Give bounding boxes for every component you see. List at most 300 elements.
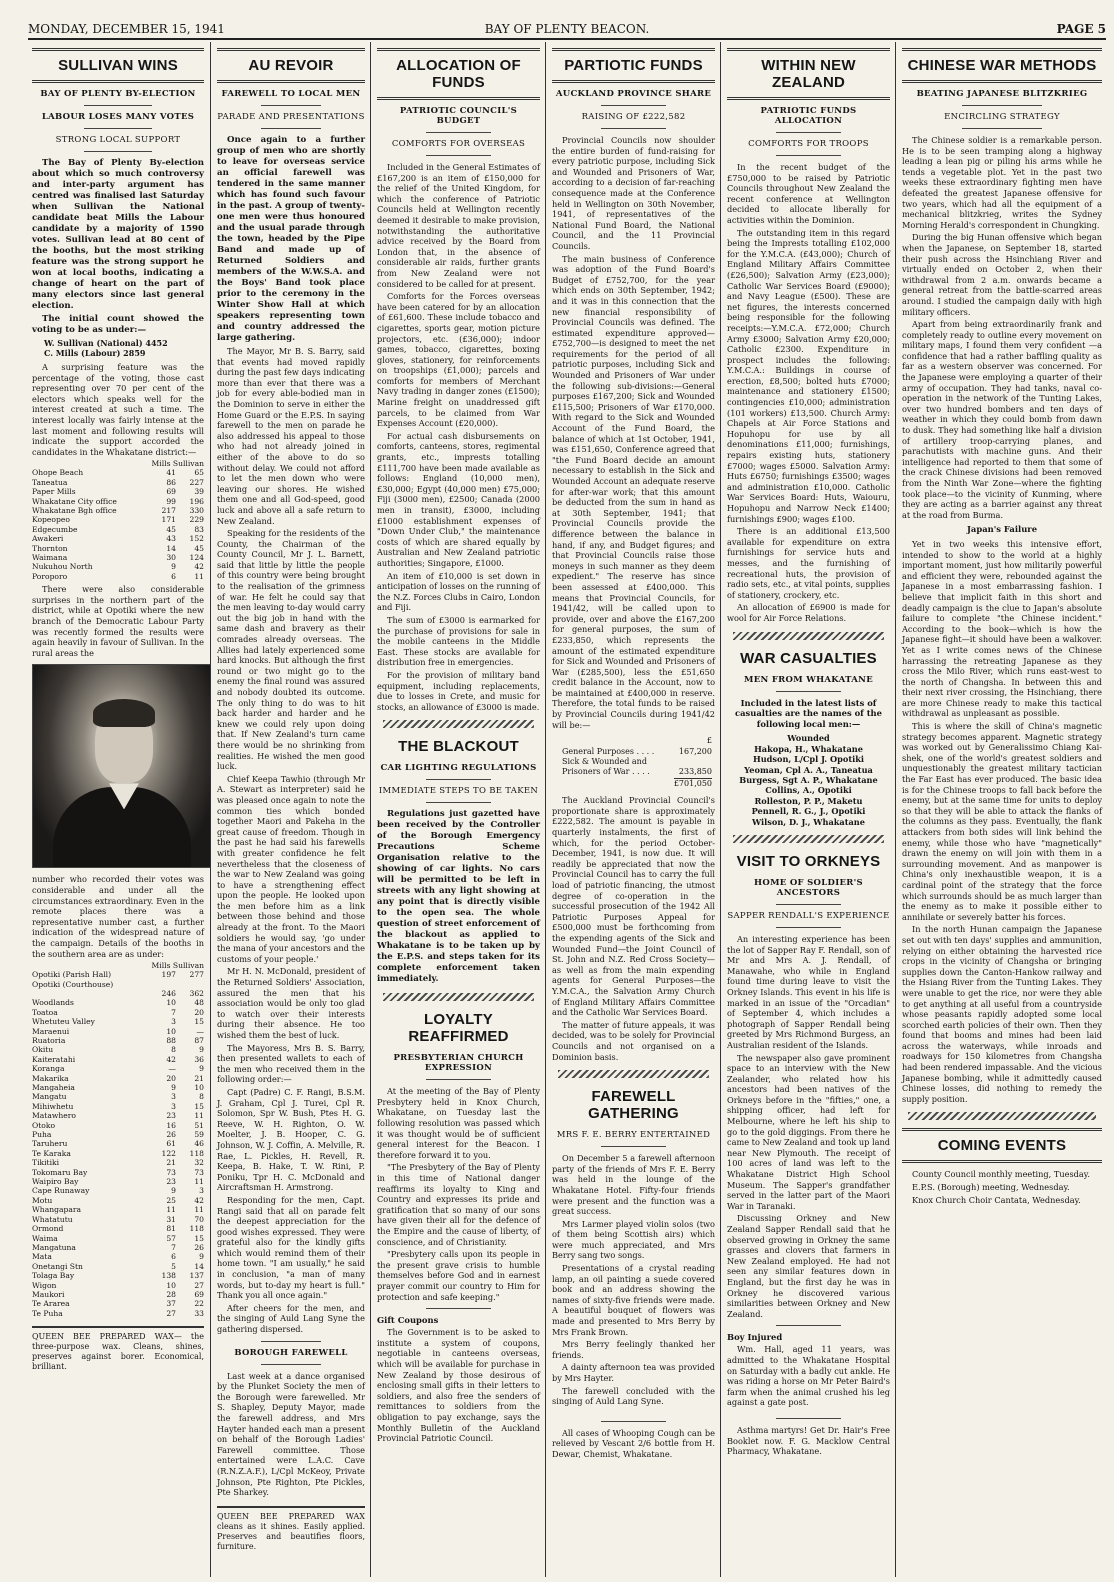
- booth-name: [32, 989, 148, 998]
- subhead: PRESBYTERIAN CHURCH EXPRESSION: [393, 1053, 524, 1074]
- column-within-new-zealand: [720, 42, 896, 1577]
- article-text: The sum of £3000 is earmarked for the purchase of provisions for sale in the mobile canteens in the Middle East. These stocks are available for distribution free in emergencies.: [377, 614, 540, 668]
- article-text: The Mayoress, Mrs B. S. Barry, then presented wallets to each of the men who received them in the following order:—: [217, 1042, 365, 1085]
- booth-name: Opotiki (Courthouse): [32, 979, 114, 989]
- divider: [776, 155, 841, 156]
- divider: [426, 779, 491, 780]
- results-row: [32, 1111, 204, 1120]
- article-text: The initial count showed the voting to be as under:—: [32, 314, 204, 335]
- article-text: Apart from being extraordinarily frank and completely ready to outline every movement on military maps, I found them very confident —a confidence that had a rather baffling quality as far as a western observer was concerned. For the Japanese were employing a quarter of their army of occupation. They had tanks, naval co-operation in the network of the Tunting Lakes, over two hundred bombers and ten days of weather in which they could bomb from dawn to dusk. They had something like half a division of artillery troop-carrying planes, and parachutists with machine guns. And their intelligence had reported to them that some of the crack Chinese divisions had been removed from the Ninth War Zone—where the fighting took place—to the vicinity of Kunming, where they are acting as a barrier against any threat at the road from Burma.: [902, 319, 1102, 520]
- subhead: IMMEDIATE STEPS TO BE TAKEN: [378, 786, 539, 797]
- article-text: At the meeting of the Bay of Plenty Presbytery held in Knox Church, Whakatane, on Tuesday last the following resolution was passed which it was thought would be of sufficient general interest for the Beacon. I therefore forward it to you.: [377, 1086, 540, 1160]
- sullivan-votes: 196: [189, 496, 204, 506]
- booth-name: Waimana: [32, 553, 68, 562]
- subhead: PATRIOTIC COUNCIL'S BUDGET: [399, 106, 518, 126]
- booth-name: Mihiwhetu: [32, 1101, 74, 1111]
- headline-war-casualties: WAR CASUALTIES: [740, 649, 877, 667]
- results-row: [32, 1092, 204, 1101]
- results-row: [32, 1027, 204, 1036]
- mills-votes: 10: [166, 1026, 176, 1036]
- booth-name: Taruheru: [32, 1139, 68, 1149]
- subhead: ENCIRCLING STRATEGY: [944, 112, 1060, 122]
- divider: [84, 151, 153, 152]
- booth-name: Poroporo: [32, 571, 68, 581]
- article-text: On December 5 a farewell afternoon party of the friends of Mrs F. E. Berry was held in the lounge of the Whakatane Hotel. Fifty-four friends were present and the function was a great success.: [552, 1153, 715, 1217]
- booth-name: Onetangi Stn: [32, 1261, 83, 1271]
- divider: [601, 1146, 666, 1147]
- mills-votes: 37: [166, 1299, 176, 1309]
- mills-votes: 138: [161, 1271, 176, 1281]
- sullivan-votes: 9: [199, 1064, 204, 1074]
- mills-votes: 25: [166, 1195, 176, 1205]
- results-row: [32, 525, 204, 534]
- divider: [601, 128, 666, 129]
- results-row: [32, 1299, 204, 1308]
- sullivan-votes: 83: [194, 524, 204, 534]
- booth-name: Whetuteu Valley: [32, 1017, 95, 1027]
- results-row: [32, 998, 204, 1007]
- results-row: [32, 1149, 204, 1158]
- results-row: [32, 1309, 204, 1318]
- booth-name: Paper Mills: [32, 487, 76, 497]
- divider: [426, 155, 491, 156]
- mills-votes: 3: [171, 1017, 176, 1027]
- booth-name: Otoko: [32, 1120, 56, 1130]
- mills-votes: 31: [166, 1214, 176, 1224]
- booth-name: Whangapara: [32, 1205, 82, 1215]
- results-row: [32, 478, 204, 487]
- casualty-name: Collins, A., Opotiki: [765, 785, 852, 796]
- article-text: Discussing Orkney and New Zealand Sapper Rendall said that he observed growing in Orkney the same grasses and clovers that farmers in New Zealand employed. He had not seen any similar features down in England, but the first day he was in Orkney he discovered various similarities between Orkney and New Zealand.: [727, 1213, 890, 1319]
- divider: [962, 128, 1042, 129]
- divider: [261, 1364, 320, 1365]
- casualty-name: Rolleston, P. P., Maketu: [754, 795, 863, 806]
- booth-name: Toatoa: [32, 1007, 58, 1017]
- sullivan-votes: 51: [194, 1120, 204, 1130]
- sullivan-votes: 21: [194, 1073, 204, 1083]
- booth-name: Thornton: [32, 543, 68, 553]
- advertisement: QUEEN BEE PREPARED WAX cleans as it shines. Easily applied. Preserves and beautifies floors, furniture.: [217, 1506, 365, 1552]
- article-text: An interesting experience has been the lot of Sapper Ray F. Rendall, son of Mr and Mrs A. J. Rendall, of Manawahe, who while in England found time during leave to visit the Orkney Islands. This event in his life is marked in an issue of the "Orcadian" of September 4, which includes a photograph of Sapper Rendall being greeted by Mrs Richmond Burgess, an Australian resident of the Islands.: [727, 933, 890, 1050]
- headline-sullivan-wins: SULLIVAN WINS: [32, 48, 204, 83]
- headline-chinese-war-methods: CHINESE WAR METHODS: [902, 48, 1102, 83]
- casualty-name: Pennell, R. G., J., Opotiki: [751, 806, 866, 817]
- divider: [426, 802, 491, 803]
- article-text: Mrs Larmer played violin solos (two of them being Scottish airs) which were much appreciated, and Mrs Berry sang two songs.: [552, 1218, 715, 1261]
- mills-votes: 81: [166, 1224, 176, 1234]
- vote-total-sullivan: W. Sullivan (National) 4452: [44, 338, 168, 348]
- divider: [776, 927, 841, 928]
- mills-votes: 10: [166, 998, 176, 1008]
- results-row: [32, 1008, 204, 1017]
- booth-name: Edgecumbe: [32, 524, 78, 534]
- page-number: PAGE 5: [1056, 22, 1106, 36]
- results-row: [32, 1243, 204, 1252]
- booth-name: Opotiki (Parish Hall): [32, 970, 112, 980]
- events-list: [902, 1169, 1102, 1205]
- sullivan-votes: 3: [199, 1186, 204, 1196]
- mills-votes: 7: [171, 1242, 176, 1252]
- masthead: [28, 24, 1106, 40]
- subhead: STRONG LOCAL SUPPORT: [55, 135, 181, 145]
- results-row: [32, 1083, 204, 1092]
- sullivan-votes: 15: [194, 1101, 204, 1111]
- column-au-revoir: [210, 42, 371, 1577]
- booth-name: Te Puha: [32, 1308, 63, 1318]
- results-row: [32, 1224, 204, 1233]
- mills-votes: 7: [171, 1007, 176, 1017]
- sullivan-votes: 33: [194, 1308, 204, 1318]
- booth-name: Tikitiki: [32, 1158, 60, 1168]
- sullivan-votes: 46: [194, 1139, 204, 1149]
- article-text: Yet in two weeks this intensive effort, intended to show to the world at a highly important moment, just how militarily powerful and efficient they were, rebounded against the Japanese in a most embarrassing fashion. I believe that implicit faith in this short and deadly campaign is the clue to Japan's absolute failure to complete "the Chinese incident." According to the book—which is how the Japanese fight—it should have been a walkover. Yet as I write comes news of the Chinese harrassing the retreating Japanese as they cross the Milo River, which runs east-west to the north of Changsha. In between this and their next river crossing, the Hsinchiang, there are more Chinese ready to make this tactical withdrawal as unpleasant as possible.: [902, 538, 1102, 719]
- sullivan-votes: 362: [189, 988, 204, 998]
- results-row: [32, 515, 204, 524]
- article-text: There were also considerable surprises in the northern part of the district, while at Opotiki where the new branch of the Democratic Labour Party was recently formed the results were again heavily in favour of Sullivan. In the rural areas the: [32, 584, 204, 658]
- results-row: [32, 506, 204, 515]
- booth-name: Kopeopeo: [32, 515, 70, 525]
- sullivan-votes: 118: [189, 1224, 204, 1234]
- mills-votes: 6: [171, 571, 176, 581]
- booth-name: Awakeri: [32, 534, 64, 544]
- article-text: "Presbytery calls upon its people in the present grave crisis to humble themselves before God and in earnest prayer commit our country to Him for protection and safe keeping.": [377, 1249, 540, 1302]
- article-text: The matter of future appeals, it was decided, was to be solely for Provincial Councils and not organised on a Dominion basis.: [552, 1019, 715, 1062]
- mills-votes: 43: [166, 534, 176, 544]
- sullivan-votes: 10: [194, 1083, 204, 1092]
- column-allocation-of-funds: [370, 42, 546, 1577]
- results-row: [32, 980, 204, 989]
- results-row: [32, 1281, 204, 1290]
- funds-table: [562, 736, 715, 789]
- article-text: The main business of Conference was adoption of the Fund Board's Budget of £752,700, for the year which ends on 30th September, 1942; and it was in this connection that the new financial responsibility of Provincial Councils was defined. The estimated expenditure approved—£752,700—is designed to meet the net requirements for the period of all patriotic purposes, including Sick and Wounded and Prisoners of War under the following sub-divisions:—General purposes £167,200; Sick and Wounded £115,500; Prisoners of War £170,000. With regard to the Sick and Wounded Account of the Fund Board, the balance of which at 1st October, 1941, was £151,650, Conference agreed that "the Fund Board decide an amount necessary to establish in the Sick and Wounded Account an adequate reserve for after-war work; that this amount be deducted from the sum in hand as at 30th September, 1941; that Provincial Councils provide the difference between the balance in hand, if any, and Budget figures; and that Provincial Councils raise those moneys in such manner as they deem expedient." The reserve has since been assessed at £400,000. This means that Provincial Councils, for 1941/42, will be called upon to provide, over and above the £167,200 for general purposes, the sum of £233,850, which represents the amount of the estimated expenditure for Sick and Wounded and Prisoners of War (£285,500), less the £51,650 credit balance in the Account, now to be maintained at £400,000 in reserve. Therefore, the total funds to be raised by Provincial Councils during 1941/42 will be:—: [552, 253, 715, 730]
- booth-name: Maukori: [32, 1289, 65, 1299]
- fund-label: Sick & Wounded and: [562, 757, 647, 767]
- sullivan-votes: 11: [194, 1111, 204, 1121]
- sullivan-votes: 11: [194, 1177, 204, 1187]
- article-text: Included in the General Estimates of £167,200 is an item of £150,000 for the relief of the United Kingdom, for which the conference of Patriotic Councils held at Wellington recently deemed it desirable to make provision, notwithstanding the authoritative advice received by the Board from London that, in the absence of considerable air raids, further grants from New Zealand were not considered to be called for at present.: [377, 162, 540, 289]
- article-text: Chief Keepa Tawhio (through Mr A. Stewart as interpreter) said he was pleased once again to note the common ties which bonded together Maori and Pakeha in the great cause of freedom. Though in the past he had said his farewells with greater confidence he felt nevertheless that the closeness of the war to New Zealand was going to have a strengthening effect upon the people. He looked upon the men before him as a link between those behind and those already at the front. To the Maori soldiers he would say, 'go under the mana of your ancestors and the customs of your people.': [217, 773, 365, 964]
- section-head: Gift Coupons: [377, 1315, 439, 1326]
- sullivan-votes: 15: [194, 1233, 204, 1243]
- casualty-category: Wounded: [787, 733, 830, 744]
- booth-name: Maraenui: [32, 1026, 70, 1036]
- article-text: In the north Hunan campaign the Japanese set out with ten days' supplies and ammunition, relying on either obtaining the harvested rice crops in the vicinity of Changsha or bringing supplies down the Canton-Hankow railway and the Hsiang River from the Tunting Lakes. They were unable to get the rice, nor were they able to get anything at all useful from a countryside whose peasants rapidly adopted some local scorched earth policies of their own. Then they found that booms and mines had been laid across the waterways, while inroads and roadways for 150 kilometres from Changsha had been rendered impassable. And the vicious Japanese bombing, while it admittedly caused Chinese losses, did nothing to remedy the supply position.: [902, 924, 1102, 1104]
- booth-name: Ormond: [32, 1224, 64, 1234]
- funds-total: £701,050: [673, 778, 712, 788]
- sullivan-votes: 32: [194, 1158, 204, 1168]
- divider: [426, 1308, 491, 1309]
- column-sullivan-wins: [26, 42, 210, 1577]
- booth-name: Ohope Beach: [32, 468, 84, 478]
- divider: [776, 691, 841, 692]
- results-row: [32, 1017, 204, 1026]
- advertisement: All cases of Whooping Cough can be relieved by Vescant 2/6 bottle from H. Dewar, Chemist, Whakatane.: [552, 1427, 715, 1459]
- article-text: A surprising feature was the percentage of the voting, those cast representing over 70 per cent of the electors which speaks well for the interest created at such a time. The interest locally was fairly intense at the last moment and following results will indicate the support accorded the candidates in the Whakatane district:—: [32, 362, 204, 457]
- booth-name: Nukuhou North: [32, 562, 93, 572]
- event-item: E.P.S. (Borough) meeting, Wednesday.: [912, 1182, 1070, 1193]
- mills-votes: 197: [161, 970, 176, 980]
- mills-votes: 11: [166, 1205, 176, 1215]
- mills-votes: 3: [171, 1092, 176, 1102]
- mills-votes: 61: [166, 1139, 176, 1149]
- sullivan-votes: 8: [199, 1092, 204, 1102]
- subhead: BAY OF PLENTY BY-ELECTION: [40, 89, 196, 99]
- mills-votes: 88: [166, 1035, 176, 1045]
- results-table-south: [32, 970, 204, 1318]
- booth-name: Waima: [32, 1233, 58, 1243]
- article-text: number who recorded their votes was considerable and under all the circumstances extraordinary. Even in the remote places there was a representative number cast, a further indication of the widespread nature of the campaign. Details of the booths in the southern area are as under:: [32, 874, 204, 959]
- sullivan-votes: 15: [194, 1017, 204, 1027]
- subhead: CAR LIGHTING REGULATIONS: [380, 763, 537, 774]
- advertisement: QUEEN BEE PREPARED WAX— the three-purpose wax. Cleans, shines, preserves against borer. Economical, brilliant.: [32, 1326, 204, 1372]
- sullivan-votes: 48: [194, 998, 204, 1008]
- booth-name: Te Karaka: [32, 1148, 71, 1158]
- mills-votes: 9: [171, 1083, 176, 1092]
- results-row: [32, 970, 204, 979]
- subhead: PATRIOTIC FUNDS ALLOCATION: [760, 106, 857, 126]
- article-lead: Once again to a further group of men who are shortly to leave for overseas service an official farewell was tendered in the same manner which has found such favour in the past. A group of twenty-one men were thus honoured and the usual parade through the town, headed by the Pipe Band and made up of Returned Soldiers and members of the W.W.S.A. and the Boys' Band took place prior to the ceremony in the Winter Show Hall at which speakers representing town and country addressed the large gathering.: [217, 135, 365, 343]
- funds-row: [562, 767, 712, 777]
- mills-votes: 20: [166, 1073, 176, 1083]
- booth-name: Whakatane Bgh office: [32, 505, 117, 515]
- results-row: [32, 1168, 204, 1177]
- ornamental-divider: [383, 993, 534, 1001]
- sullivan-votes: 59: [194, 1130, 204, 1140]
- divider: [601, 1421, 666, 1422]
- divider: [426, 132, 491, 133]
- sullivan-votes: 277: [189, 970, 204, 980]
- mills-votes: [148, 980, 176, 989]
- article-text: Mr H. N. McDonald, president of the Returned Soldiers' Association, assured the men that his association would be only too glad to watch over their interests during their absence. He too wished them the best of luck.: [217, 966, 365, 1040]
- booth-name: Whakatane City office: [32, 496, 117, 506]
- sullivan-votes: [176, 980, 204, 989]
- divider: [601, 105, 666, 106]
- subhead: COMFORTS FOR OVERSEAS: [391, 139, 526, 149]
- results-row: [32, 1262, 204, 1271]
- divider: [776, 904, 841, 905]
- results-row: [32, 562, 204, 571]
- results-row: [32, 1186, 204, 1195]
- mills-votes: 21: [166, 1158, 176, 1168]
- column-partiotic-funds: [545, 42, 721, 1577]
- results-row: [32, 1196, 204, 1205]
- subhead: AUCKLAND PROVINCE SHARE: [555, 89, 712, 99]
- headline-loyalty-reaffirmed: LOYALTY REAFFIRMED: [408, 1011, 509, 1046]
- divider: [261, 128, 320, 129]
- sullivan-votes: 152: [189, 534, 204, 544]
- results-row: [32, 497, 204, 506]
- booth-name: Mangaheia: [32, 1083, 75, 1092]
- booth-name: Waipiro Bay: [32, 1177, 79, 1187]
- mills-votes: 14: [166, 543, 176, 553]
- paper-name: BAY OF PLENTY BEACON.: [484, 22, 650, 36]
- mills-votes: 30: [166, 553, 176, 562]
- booth-name: Cape Runaway: [32, 1186, 90, 1196]
- sullivan-votes: —: [196, 1026, 204, 1036]
- sullivan-votes: 70: [194, 1214, 204, 1224]
- mills-votes: 8: [171, 1045, 176, 1055]
- mills-votes: 99: [166, 496, 176, 506]
- article-text: Wm. Hall, aged 11 years, was admitted to the Whakatane Hospital on Saturday with a badly cut ankle. He was riding a horse on Mr Peter Baird's farm when the animal crushed his leg against a gate post.: [727, 1344, 890, 1408]
- sullivan-votes: 22: [194, 1299, 204, 1309]
- advertisement: Asthma martyrs! Get Dr. Hair's Free Booklet now. F. G. Macklow Central Pharmacy, Whakatane.: [727, 1424, 890, 1457]
- booth-name: Motu: [32, 1195, 53, 1205]
- results-row: [32, 1215, 204, 1224]
- sullivan-votes: 87: [194, 1035, 204, 1045]
- casualty-list: [727, 744, 890, 827]
- divider: [261, 1341, 320, 1342]
- results-table-north: [32, 468, 204, 581]
- ornamental-divider: [383, 720, 534, 728]
- article-text: The Auckland Provincial Council's proportionate share is approximately £222,582. The amount is payable in quarterly instalments, the first of which, for the period October-December, 1941, is now due. It will readily be appreciated that now the Provincial Council has to carry the full load of patriotic financing, the utmost degree of co-operation in the successful prosecution of the 1942 All Patriotic Purposes Appeal for £500,000 must be forthcoming from the expending agents of the Sick and Wounded Fund—the Joint Council of St. John and N.Z. Red Cross Society—as well as from the main expending agents for General Purposes—the Y.M.C.A., the Salvation Army Church of England Military Affairs Committee and the Catholic War Services Board.: [552, 795, 715, 1018]
- mills-votes: 42: [166, 1054, 176, 1064]
- mills-votes: 73: [166, 1167, 176, 1177]
- sullivan-votes: 73: [194, 1167, 204, 1177]
- sullivan-votes: 229: [189, 515, 204, 525]
- divider: [84, 128, 153, 129]
- mills-votes: —: [168, 1064, 176, 1074]
- results-row: [32, 1130, 204, 1139]
- article-text: An item of £10,000 is set down in anticipation of losses on the running of the N.Z. Forces Clubs in Cairo, London and Fiji.: [377, 570, 540, 613]
- fund-amount: 167,200: [678, 746, 712, 756]
- article-lead: Included in the latest lists of casualties are the names of the following local men:—: [735, 697, 882, 729]
- sullivan-votes: 27: [194, 1280, 204, 1290]
- subhead: FAREWELL TO LOCAL MEN: [221, 89, 361, 99]
- mills-votes: 45: [166, 524, 176, 534]
- results-row: [32, 544, 204, 553]
- currency-unit: £: [706, 736, 712, 746]
- results-row: [32, 1271, 204, 1280]
- divider: [261, 105, 320, 106]
- sullivan-votes: 20: [194, 1007, 204, 1017]
- fund-amount: 233,850: [678, 767, 712, 777]
- article-lead: Regulations just gazetted have been received by the Controller of the Borough Emergency Precautions Scheme Organisation relative to the showing of car lights. No cars will be permitted to be left in streets with any light showing at any point that is directly visible to the open sea. The whole question of street enforcement of the blackout as applied to Whakatane is to be taken up by the E.P.S. and steps taken for its complete enforcement taken immediately.: [377, 809, 540, 985]
- results-row: [32, 553, 204, 562]
- results-row: [32, 1290, 204, 1299]
- mills-votes: 9: [171, 562, 176, 572]
- article-text: Speaking for the residents of the County, the Chairman of the County Council, Mr J. L. Barnett, said that little by little the people of this country were being brought to the realisation of the grimness of war. He felt he could say that the men leaving to-day would carry out the big job in hand with the same dash and bravery as their comrades already overseas. The Allies had lately experienced some hard knocks. But although the first round or two might go to the enemy the final round was assured and nobody doubted its outcome. The only thing to do was to hit back harder and harder and he knew we could rely upon doing that. If New Zealand's turn came there would be no shrinking from realities. He wished the men good luck.: [217, 528, 365, 772]
- results-row: [32, 1045, 204, 1054]
- sullivan-votes: 137: [189, 1271, 204, 1281]
- ornamental-divider: [558, 1070, 709, 1078]
- article-text: Mrs Berry feelingly thanked her friends.: [552, 1339, 715, 1360]
- mills-votes: 3: [171, 1101, 176, 1111]
- fund-label: Prisoners of War . . . .: [562, 767, 650, 777]
- sullivan-votes: 9: [199, 1045, 204, 1055]
- booth-name: Ruatoria: [32, 1035, 66, 1045]
- mills-votes: 9: [171, 1186, 176, 1196]
- mills-votes: 86: [166, 477, 176, 487]
- article-text: After cheers for the men, and the singing of Auld Lang Syne the gathering dispersed.: [217, 1302, 365, 1335]
- funds-row: [562, 757, 712, 767]
- casualty-name: Wilson, D. J., Whakatane: [752, 816, 865, 827]
- sullivan-votes: 14: [194, 1261, 204, 1271]
- mills-votes: 27: [166, 1308, 176, 1318]
- article-text: The Government is to be asked to institute a system of coupons, negotiable in canteens overseas, which will be available for purchase in New Zealand by those desirous of enclosing small gifts in their letters to soldiers, and also free the senders of remittances to soldiers from the obligation to pay exchange, says the Monthly Bulletin of the Auckland Provincial Patriotic Council.: [377, 1327, 540, 1444]
- casualty-name: Burgess, Sgt A. P., Whakatane: [739, 774, 878, 785]
- section-head: Japan's Failure: [966, 524, 1038, 535]
- vote-total-mills: C. Mills (Labour) 2859: [44, 348, 146, 358]
- mills-votes: 41: [166, 468, 176, 478]
- subhead: HOME OF SOLDIER'S ANCESTORS: [754, 877, 863, 898]
- booth-name: Tokomaru Bay: [32, 1167, 88, 1177]
- results-row: [32, 989, 204, 998]
- divider: [776, 132, 841, 133]
- mills-votes: 171: [161, 515, 176, 525]
- booth-name: Mangatuna: [32, 1242, 76, 1252]
- article-text: This is where the skill of China's magnetic strategy becomes apparent. Magnetic strategy was worked out by Generalissimo Chiang Kai-shek, one of the world's greatest soldiers and unquestionably the greatest military tactician the Far East has ever produced. The basic idea is for the Chinese troops to fall back before the enemy, but at the same time for units to deploy so that they will be able to attack the flanks of the columns as they pass. Eventually, the flank attackers from both sides will link behind the enemy, while those who have "magnetically" drawn the enemy on will join with them in a surrounding movement. And as manpower is China's only inexhaustible weapon, it is a cardinal point of the strategy that the force which surrounds should be as much larger than the enemy as to make it possible either to annihilate or severely batter his forces.: [902, 721, 1102, 922]
- booth-name: Puha: [32, 1130, 52, 1140]
- subhead: SAPPER RENDALL'S EXPERIENCE: [727, 910, 890, 921]
- results-row: [32, 1139, 204, 1148]
- ornamental-divider: [733, 835, 884, 843]
- booth-name: Koranga: [32, 1064, 65, 1074]
- article-text: The outstanding item in this regard being the Imprests totalling £102,000 for the Y.M.C.A. (£43,000); Church of England Military Affairs Committee (£26,500); Salvation Army (£23,000); Catholic War Services Board (£9000); and Navy League (£500). These are net figures, the interests concerned being responsible for the following receipts:—Y.M.C.A. £72,000; Church Army £3000; Salvation Army £20,000; Catholic £2300. Expenditure in prospect includes the following: Y.M.C.A.: Buildings in course of erection, £8,500; bolted huts £7000; maintenance and stationery £1500; contingencies £10,000; administration (101 workers) £13,500. Church Army: Chapels at Air Force Stations and Hopuhopu for use by all denominations £11,000; furnishings, repairs existing huts, stationery £7000; wages £5000. Salvation Army: Huts £6750; furnishings £3500; wages and administration £10,000. Catholic War Services Board: Huts, Waiouru, Hopuhopu and Narrow Neck £1400; furnishings £900; wages £100.: [727, 227, 890, 524]
- sullivan-votes: 39: [194, 487, 204, 497]
- headline-within-new-zealand: WITHIN NEW ZEALAND: [727, 48, 890, 100]
- candidate-portrait: [32, 664, 210, 868]
- sullivan-votes: 11: [194, 1205, 204, 1215]
- article-text: "The Presbytery of the Bay of Plenty in this time of National danger reaffirms its loyalty to King and Country and expresses its pride and gratification that so many of our sons have given their all for the defence of the Empire and the cause of liberty, of conscience, and of Christianity.: [377, 1162, 540, 1247]
- booth-name: Makarika: [32, 1073, 69, 1083]
- results-row: [32, 1064, 204, 1073]
- article-text: During the big Hunan offensive which began when the Japanese, on September 18, started their push across the Hsinchiang River and virtually ended on October 2, when their withdrawal from 2 a.m. onwards became a general retreat from the battle-scarred areas around. I studied the campaign daily with high military officers.: [902, 232, 1102, 317]
- sullivan-votes: 227: [189, 477, 204, 487]
- article-text: Capt (Padre) C. F. Rangi, B.S.M. J. Graham, Cpl J. Turei, Cpl R. Solomon, Spr W. Bush, Ptes H. G. Reeve, W. H. Righton, O. W. Moelter, J. B. Hooper, C. G. Johnson, W. J. Coffin, A. Melville, R. Rae, L. Pickles, H. Revell, R. Keepa, B. Hake, T. W. Rini, P. Poniku, Tpr H. C. McDonald and Aircraftsman H. Armstrong.: [217, 1086, 365, 1193]
- issue-date: MONDAY, DECEMBER 15, 1941: [28, 22, 225, 36]
- results-header: Mills Sullivan: [151, 961, 204, 971]
- mills-votes: 122: [161, 1148, 176, 1158]
- casualty-name: Yeoman, Cpl A. A., Taneatua: [744, 764, 873, 775]
- booth-name: Okitu: [32, 1045, 54, 1055]
- ornamental-divider: [733, 632, 884, 640]
- sullivan-votes: 9: [199, 1252, 204, 1262]
- subhead: RAISING OF £222,582: [581, 112, 686, 122]
- event-item: Knox Church Choir Cantata, Wednesday.: [912, 1194, 1081, 1205]
- casualty-name: Hudson, L/Cpl J. Opotiki: [752, 754, 865, 765]
- section-head: Boy Injured: [727, 1332, 783, 1343]
- column-chinese-war-methods: [895, 42, 1108, 1577]
- results-row: [32, 1055, 204, 1064]
- results-header: Mills Sullivan: [151, 459, 204, 469]
- booth-name: Matawhero: [32, 1111, 76, 1121]
- article-text: Last week at a dance organised by the Plunket Society the men of the Borough were farewelled. Mr S. Shapley, Deputy Mayor, made the farewell address, and Mrs Hayter handed each man a present on behalf of the Borough Ladies' Farewell committee. Those entertained were L.A.C. Cave (R.N.Z.A.F.), L/Cpl McKeoy, Private Johnson, Pte Righton, Pte Pickles, Pte Sharkey.: [217, 1370, 365, 1498]
- booth-name: Whatatutu: [32, 1214, 73, 1224]
- results-row: [32, 1102, 204, 1111]
- mills-votes: 23: [166, 1111, 176, 1121]
- booth-name: Wigon: [32, 1280, 57, 1290]
- sullivan-votes: 330: [189, 505, 204, 515]
- headline-farewell-gathering: FAREWELL GATHERING: [588, 1088, 679, 1123]
- article-text: For actual cash disbursements on comforts, canteens, stores, regimental grants, etc., imprests totalling £111,700 have been made available as follows: England (10,000 men), £30,000; Egypt (40,000 men) £75,000; Fiji (3000 men), £2500; Canada (2000 men in transit), £3000, including £1000 establishment expenses of "Down Under Club," the maintenance costs of which are shared equally by Australian and New Zealand patriotic authorities; Singapore, £1000.: [377, 430, 540, 568]
- sullivan-votes: 11: [194, 571, 204, 581]
- divider: [426, 1079, 491, 1080]
- article-text: The farewell concluded with the singing of Auld Lang Syne.: [552, 1385, 715, 1407]
- headline-au-revoir: AU REVOIR: [217, 48, 365, 83]
- sullivan-votes: 118: [189, 1148, 204, 1158]
- mills-votes: 6: [171, 1252, 176, 1262]
- article-text: The Chinese soldier is a remarkable person. He is to be seen tramping along a highway leading a lean pig or piling his arms while he tends a vegetable plot. Yet in the past two weeks these extraordinary fighting men have defeated the greatest Japanese offensive for two years, which had all the equipment of a mechanical blitzkrieg, writes the Sydney Morning Herald's correspondent in Chungking.: [902, 135, 1102, 230]
- results-row: [32, 1205, 204, 1214]
- fund-label: General Purposes . . . .: [562, 746, 655, 756]
- subhead: COMFORTS FOR TROOPS: [748, 139, 869, 149]
- article-text: Comforts for the Forces overseas have been catered for by an allocation of £61,600. These include tobacco and cigarettes, sports gear, motion picture projectors, etc. (£36,000); indoor games, tobacco, cigarettes, boxing gloves, stationery, for reinforcements on troopships (£1,000); parcels and comforts for members of Merchant Navy trading in danger zones (£1500); Marine freight on unaddressed gift parcels, to be claimed from War Expenses Account (£20,000).: [377, 291, 540, 429]
- subhead: BEATING JAPANESE BLITZKRIEG: [916, 89, 1088, 99]
- article-text: In the recent budget of the £750,000 to be raised by Patriotic Councils throughout New Zealand the recent conference at Wellington decided to allocate liberally for activities within the Dominion.: [727, 162, 890, 225]
- booth-name: Mata: [32, 1252, 52, 1262]
- mills-votes: 28: [166, 1289, 176, 1299]
- subhead: PARADE AND PRESENTATIONS: [217, 112, 365, 122]
